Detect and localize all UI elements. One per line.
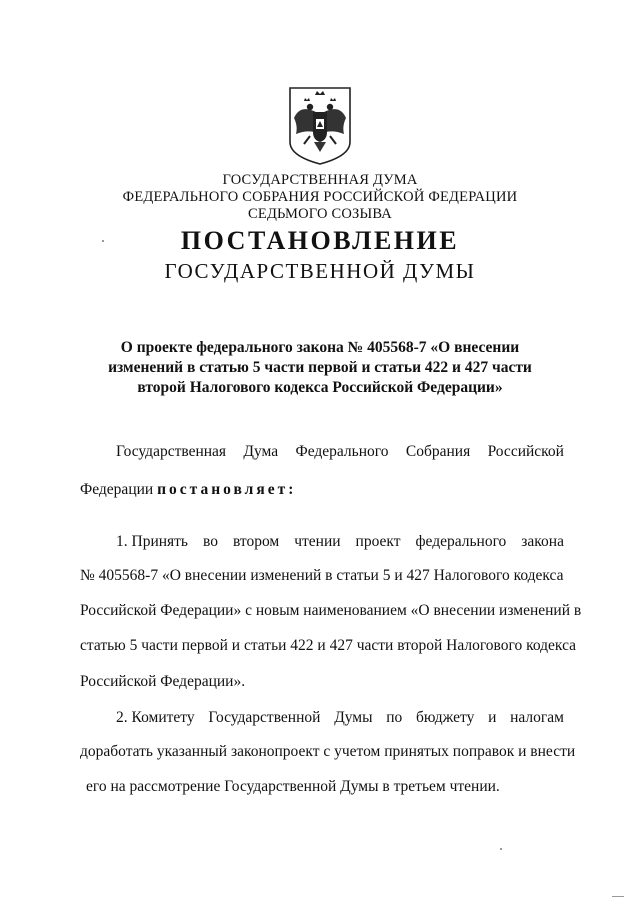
item-1-word: 1. Принять (116, 533, 189, 550)
item-1-line-3: Российской Федерации» с новым наименованием «О внесении изменений в (80, 602, 582, 619)
scan-speck (612, 896, 624, 897)
preamble-line-2 (80, 481, 564, 499)
preamble-word: Российской (487, 443, 564, 460)
item-1-line-5: Российской Федерации». (80, 673, 246, 690)
item-2-word: бюджету (416, 709, 475, 726)
preamble-word: Собрания (405, 443, 471, 460)
item-1-line-4: статью 5 части первой и статьи 422 и 427 части второй Налогового кодекса (80, 637, 577, 654)
item-2-word: Государственной (208, 709, 321, 726)
item-2-word: 2. Комитету (116, 709, 195, 726)
coat-of-arms-emblem (286, 86, 354, 166)
item-2-word: налогам (510, 709, 564, 726)
header-line-assembly: ФЕДЕРАЛЬНОГО СОБРАНИЯ РОССИЙСКОЙ ФЕДЕРАЦИИ (122, 189, 518, 205)
header-line-convocation: СЕДЬМОГО СОЗЫВА (248, 206, 392, 222)
preamble-word: Федерального (295, 443, 389, 460)
item-2-line-3: его на рассмотрение Государственной Думы в третьем чтении. (86, 778, 500, 795)
scan-speck (500, 848, 502, 850)
item-2-word: и (488, 709, 497, 726)
item-1-word: чтении (294, 533, 341, 550)
subject-line: изменений в статью 5 части первой и статьи 422 и 427 части (108, 359, 532, 376)
item-2-word: Думы (334, 709, 373, 726)
header-line-duma: ГОСУДАРСТВЕННАЯ ДУМА (222, 172, 418, 188)
item-1-word: втором (232, 533, 280, 550)
item-2-line-2: доработать указанный законопроект с учетом принятых поправок и внести (80, 743, 576, 760)
item-2-word: по (386, 709, 403, 726)
item-1-word: проект (355, 533, 401, 550)
item-2-line-1 (116, 709, 564, 727)
scan-speck (102, 240, 104, 242)
subject-line: О проекте федерального закона № 405568-7 «О внесении (120, 339, 520, 356)
subject-line: второй Налогового кодекса Российской Федерации» (137, 379, 503, 396)
document-subtitle: ГОСУДАРСТВЕННОЙ ДУМЫ (164, 259, 476, 283)
preamble-federation: Федерации (80, 481, 154, 498)
resolution-subject (0, 338, 640, 398)
preamble-word: Дума (243, 443, 279, 460)
preamble-word: Государственная (116, 443, 227, 460)
item-1-word: федерального (415, 533, 507, 550)
item-1-word: закона (521, 533, 564, 550)
preamble-verb: постановляет: (157, 481, 297, 498)
item-1-line-1 (116, 533, 564, 551)
preamble-line-1 (116, 443, 564, 461)
document-title: ПОСТАНОВЛЕНИЕ (180, 226, 460, 255)
item-1-word: во (203, 533, 218, 550)
item-1-line-2: № 405568-7 «О внесении изменений в статьи 5 и 427 Налогового кодекса (80, 567, 564, 584)
